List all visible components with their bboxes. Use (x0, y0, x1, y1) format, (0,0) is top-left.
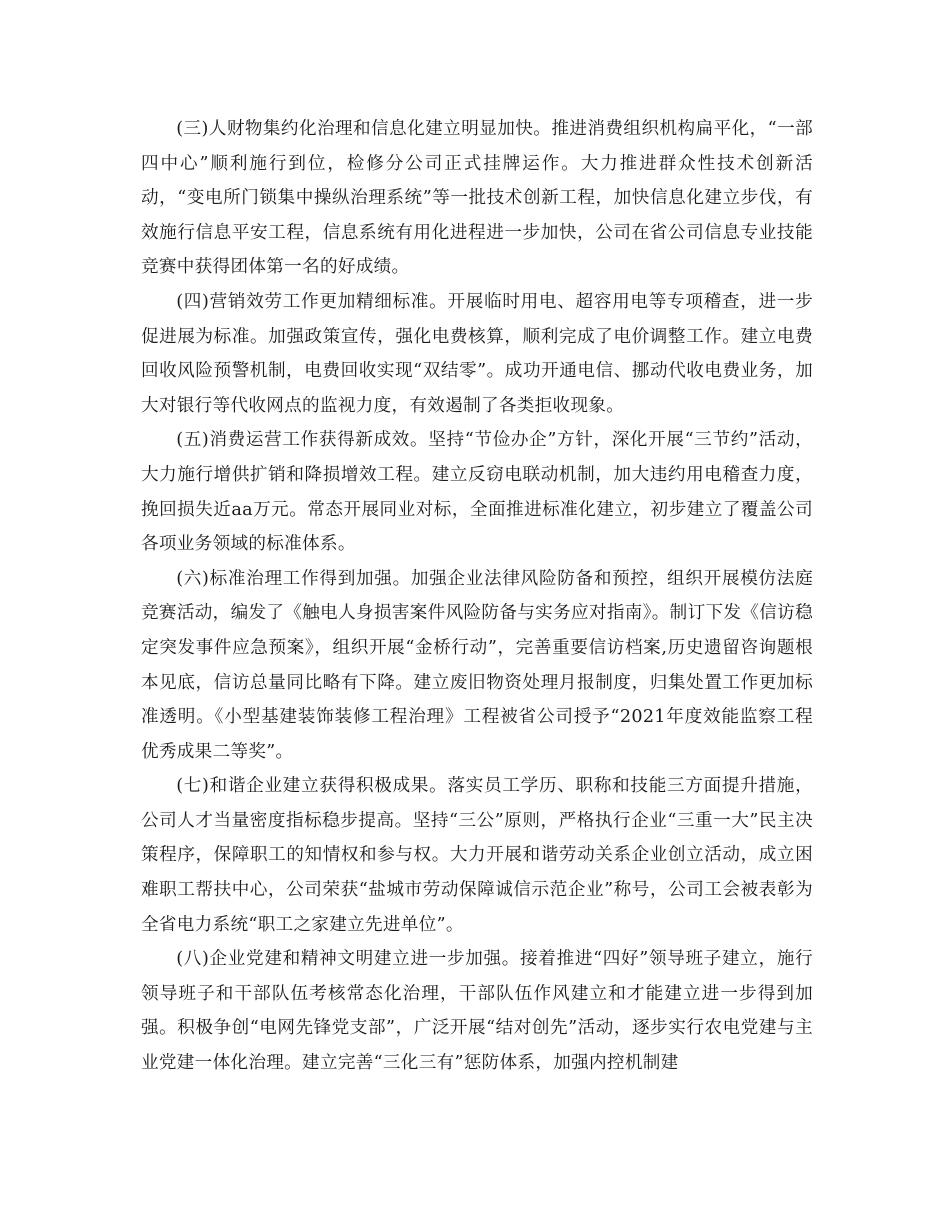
paragraph-4: (四)营销效劳工作更加精细标准。开展临时用电、超容用电等专项稽查，进一步促进展为标准。加强政策宣传，强化电费核算，顺利完成了电价调整工作。建立电费回收风险预警机制，电费回收实现“双结零”。成功开通电信、挪动代收电费业务，加大对银行等代收网点的监视力度，有效遏制了各类拒收现象。 (141, 291, 813, 416)
paragraph-7: (七)和谐企业建立获得积极成果。落实员工学历、职称和技能三方面提升措施，公司人才当量密度指标稳步提高。坚持“三公”原则，严格执行企业“三重一大”民主决策程序，保障职工的知情权和参与权。大力开展和谐劳动关系企业创立活动，成立困难职工帮扶中心，公司荣获“盐城市劳动保障诚信示范企业”称号，公司工会被表彰为全省电力系统“职工之家建立先进单位”。 (141, 776, 813, 935)
paragraph-8: (八)企业党建和精神文明建立进一步加强。接着推进“四好”领导班子建立，施行领导班子和干部队伍考核常态化治理，干部队伍作风建立和才能建立进一步得到加强。积极争创“电网先锋党支部”，广泛开展“结对创先”活动，逐步实行农电党建与主业党建一体化治理。建立完善“三化三有”惩防体系，加强内控机制建 (141, 949, 813, 1074)
paragraph-3: (三)人财物集约化治理和信息化建立明显加快。推进消费组织机构扁平化，“一部四中心”顺利施行到位，检修分公司正式挂牌运作。大力推进群众性技术创新活动，“变电所门锁集中操纵治理系统”等一批技术创新工程，加快信息化建立步伐，有效施行信息平安工程，信息系统有用化进程进一步加快，公司在省公司信息专业技能竞赛中获得团体第一名的好成绩。 (141, 119, 813, 278)
paragraph-5: (五)消费运营工作获得新成效。坚持“节俭办企”方针，深化开展“三节约”活动，大力施行增供扩销和降损增效工程。建立反窃电联动机制，加大违约用电稽查力度，挽回损失近aa万元。常态开展同业对标，全面推进标准化建立，初步建立了覆盖公司各项业务领域的标准体系。 (141, 430, 813, 555)
paragraph-6: (六)标准治理工作得到加强。加强企业法律风险防备和预控，组织开展模仿法庭竞赛活动，编发了《触电人身损害案件风险防备与实务应对指南》。制订下发《信访稳定突发事件应急预案》，组织开展“金桥行动”，完善重要信访档案,历史遗留咨询题根本见底，信访总量同比略有下降。建立废旧物资处理月报制度，归集处置工作更加标准透明。《小型基建装饰装修工程治理》工程被省公司授予“2021年度效能监察工程优秀成果二等奖”。 (141, 568, 813, 762)
document-body (141, 112, 813, 1081)
